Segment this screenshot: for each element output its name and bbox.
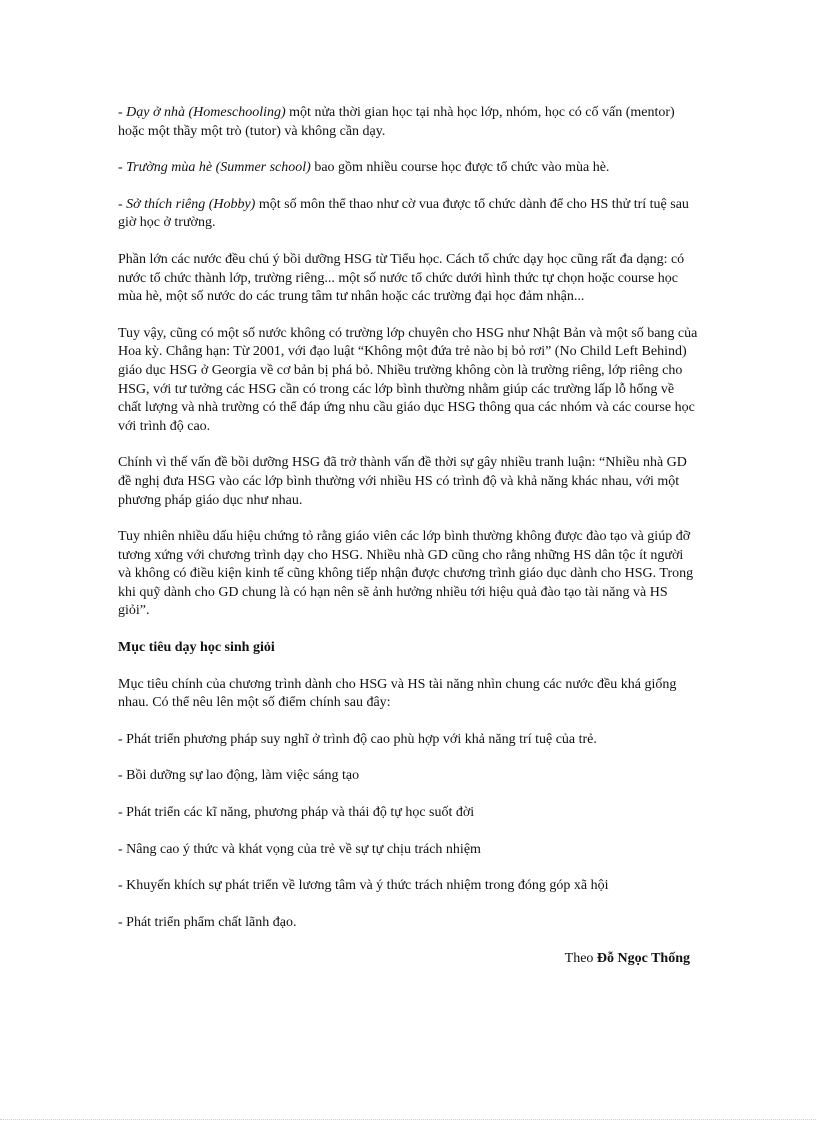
list-item: - Phát triển các kĩ năng, phương pháp và thái độ tự học suốt đời (118, 805, 475, 821)
body-paragraph-3: Chính vì thế vấn đề bồi dưỡng HSG đã trở thành vấn đề thời sự gây nhiều tranh luận: “Nhiều nhà GD đề nghị đưa HSG vào các lớp bình thường với nhiều HS có trình độ và khả năng khác nhau, với một phương pháp giáo dục như nhau. (118, 455, 687, 508)
paragraph-homeschooling: - Dạy ở nhà (Homeschooling) một nửa thời gian học tại nhà học lớp, nhóm, học có cố vấn (mentor) hoặc một thầy một trò (tutor) và không cần dạy. (118, 105, 675, 139)
term-hobby: Sở thích riêng (Hobby) (126, 196, 256, 212)
text-hobby: một số môn thể thao như cờ vua được tổ chức dành để cho HS thử trí tuệ sau giờ học ở trường. (118, 196, 689, 231)
page-bottom-divider (0, 1119, 816, 1120)
paragraph-hobby: - Sở thích riêng (Hobby) một số môn thể thao như cờ vua được tổ chức dành để cho HS thử trí tuệ sau giờ học ở trường. (118, 196, 689, 231)
term-homeschooling: Dạy ở nhà (Homeschooling) (126, 105, 286, 120)
list-item: - Bồi dưỡng sự lao động, làm việc sáng tạo (118, 768, 360, 784)
list-item: - Nâng cao ý thức và khát vọng của trẻ về sự tự chịu trách nhiệm (118, 841, 481, 857)
text-summer-school: bao gồm nhiều course học được tổ chức vào mùa hè. (310, 160, 610, 176)
signature-prefix: Theo (564, 951, 597, 967)
section-heading: Mục tiêu dạy học sinh giỏi (118, 640, 275, 656)
term-summer-school: Trường mùa hè (Summer school) (126, 160, 311, 176)
section-intro: Mục tiêu chính của chương trình dành cho HSG và HS tài năng nhìn chung các nước đều khá giống nhau. Có thể nêu lên một số điểm chính sau đây: (118, 676, 677, 711)
list-item: - Phát triển phẩm chất lãnh đạo. (118, 914, 297, 930)
list-item: - Phát triển phương pháp suy nghĩ ở trình độ cao phù hợp với khả năng trí tuệ của trẻ. (118, 731, 597, 747)
body-paragraph-1: Phần lớn các nước đều chú ý bồi dưỡng HSG từ Tiểu học. Cách tổ chức dạy học cũng rất đa dạng: có nước tổ chức thành lớp, trường riêng... một số nước tổ chức dưới hình thức tự chọn hoặc course học mùa hè, một số nước do các trung tâm tư nhân hoặc các trường đại học đảm nhận... (118, 251, 685, 305)
text-homeschooling: một nửa thời gian học tại nhà học lớp, nhóm, học có cố vấn (mentor) hoặc một thầy một trò (tutor) và không cần dạy. (118, 105, 675, 139)
signature (118, 950, 698, 969)
body-paragraph-4: Tuy nhiên nhiều dấu hiệu chứng tỏ rằng giáo viên các lớp bình thường không được đào tạo và giúp đỡ tương xứng với chương trình dạy cho HSG. Nhiều nhà GD cũng cho rằng những HS dân tộc ít người và không có điều kiện kinh tế cũng không tiếp nhận được chương trình giáo dục dành cho HSG. Trong khi quỹ dành cho GD chung là có hạn nên sẽ ảnh hưởng nhiều tới hiệu quả đào tạo tài năng và HS giỏi”. (118, 529, 694, 619)
list-item: - Khuyến khích sự phát triển về lương tâm và ý thức trách nhiệm trong đóng góp xã hội (118, 878, 609, 894)
paragraph-summer-school: - Trường mùa hè (Summer school) bao gồm nhiều course học được tổ chức vào mùa hè. (118, 160, 610, 176)
body-paragraph-2: Tuy vậy, cũng có một số nước không có trường lớp chuyên cho HSG như Nhật Bản và một số bang của Hoa kỳ. Chẳng hạn: Từ 2001, với đạo luật “Không một đứa trẻ nào bị bỏ rơi” (No Child Left Behind) giáo dục HSG ở Georgia về cơ bản bị phá bỏ. Nhiều trường không còn là trường riêng, lớp riêng cho HSG, với tư tưởng các HSG cần có trong các lớp bình thường nhằm giúp các trường lấp lỗ hổng về chất lượng và nhà trường có thể đáp ứng nhu cầu giáo dục HSG thông qua các nhóm và các course học với trình độ cao. (118, 325, 698, 434)
document-page (118, 104, 698, 983)
signature-author: Đỗ Ngọc Thống (596, 951, 690, 967)
